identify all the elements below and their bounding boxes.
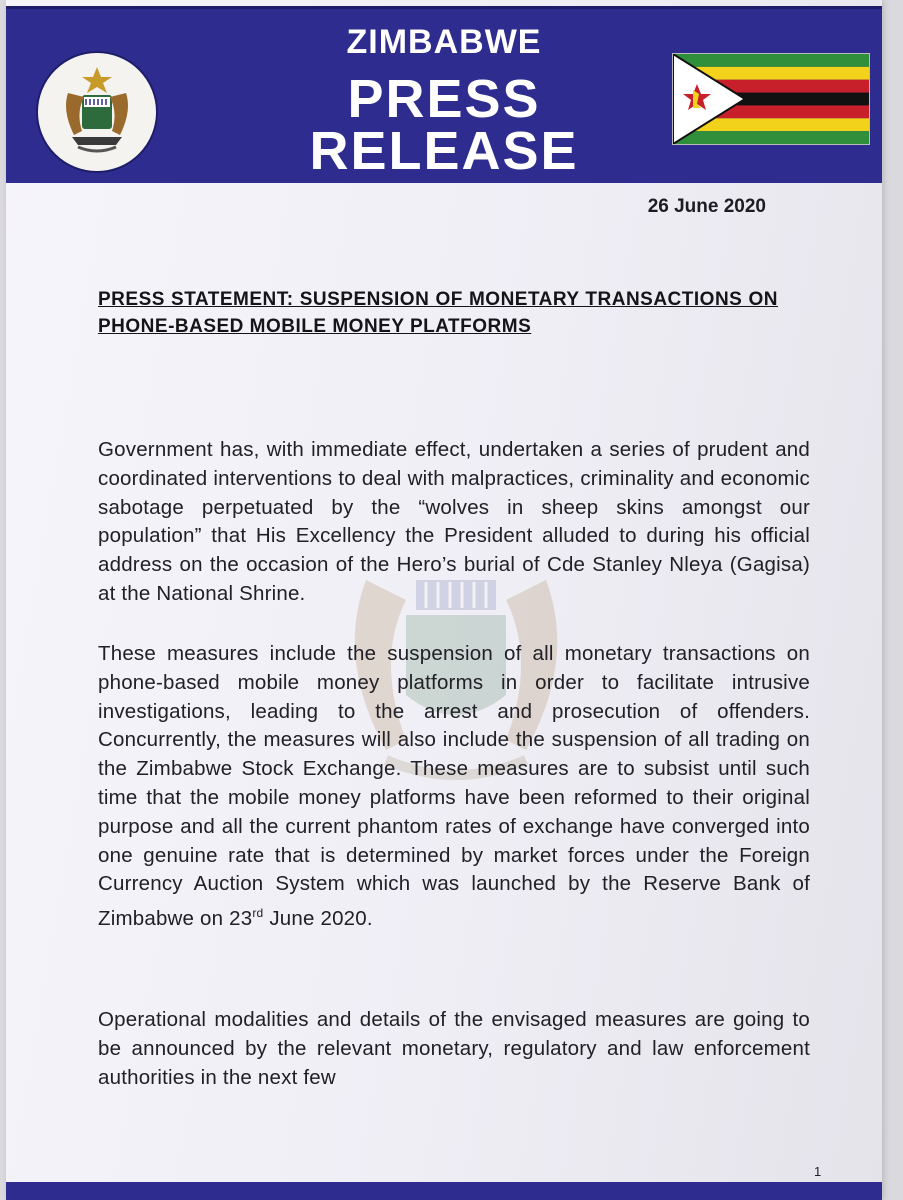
paragraph-2-text: These measures include the suspension of all monetary transactions on phone-based mobile money platforms in order to facilitate intrusive investigations, leading to the arrest and prosecution of offenders. Concurrently, the measures will also include the suspension of all trading on the Zimbabwe Stock Exchange. These measures are to subsist until such time that the mobile money platforms have been reformed to their original purpose and all the current phantom rates of exchange have converged into one genuine rate that is determined by market forces under the Foreign Currency Auction System which was launched by the Reserve Bank of Zimbabwe on 23 [98,642,810,930]
paragraph-2-tail: June 2020. [263,907,373,930]
paragraph-2 [98,640,810,934]
page-number: 1 [814,1164,822,1179]
press-release-page [6,0,882,1200]
ordinal-suffix: rd [252,906,264,921]
header-banner [6,6,882,183]
statement-heading: PRESS STATEMENT: SUSPENSION OF MONETARY TRANSACTIONS ON PHONE-BASED MOBILE MONEY PLATFORMS [98,289,778,337]
banner-title-line1: PRESS [347,69,541,129]
paragraph-1: Government has, with immediate effect, undertaken a series of prudent and coordinated interventions to deal with malpractices, criminality and economic sabotage perpetuated by the “wolves in sheep skins amongst our population” that His Excellency the President alluded to during his official address on the occasion of the Hero’s burial of Cde Stanley Nleya (Gagisa) at the National Shrine. [98,438,810,605]
banner-country: ZIMBABWE [346,23,542,61]
banner-title-line2: RELEASE [309,121,579,181]
paragraph-3: Operational modalities and details of the envisaged measures are going to be announced by the relevant monetary, regulatory and law enforcement authorities in the next few [98,1008,810,1089]
zimbabwe-flag-icon [672,53,870,145]
release-date: 26 June 2020 [647,196,766,217]
footer-bar [6,1182,882,1200]
